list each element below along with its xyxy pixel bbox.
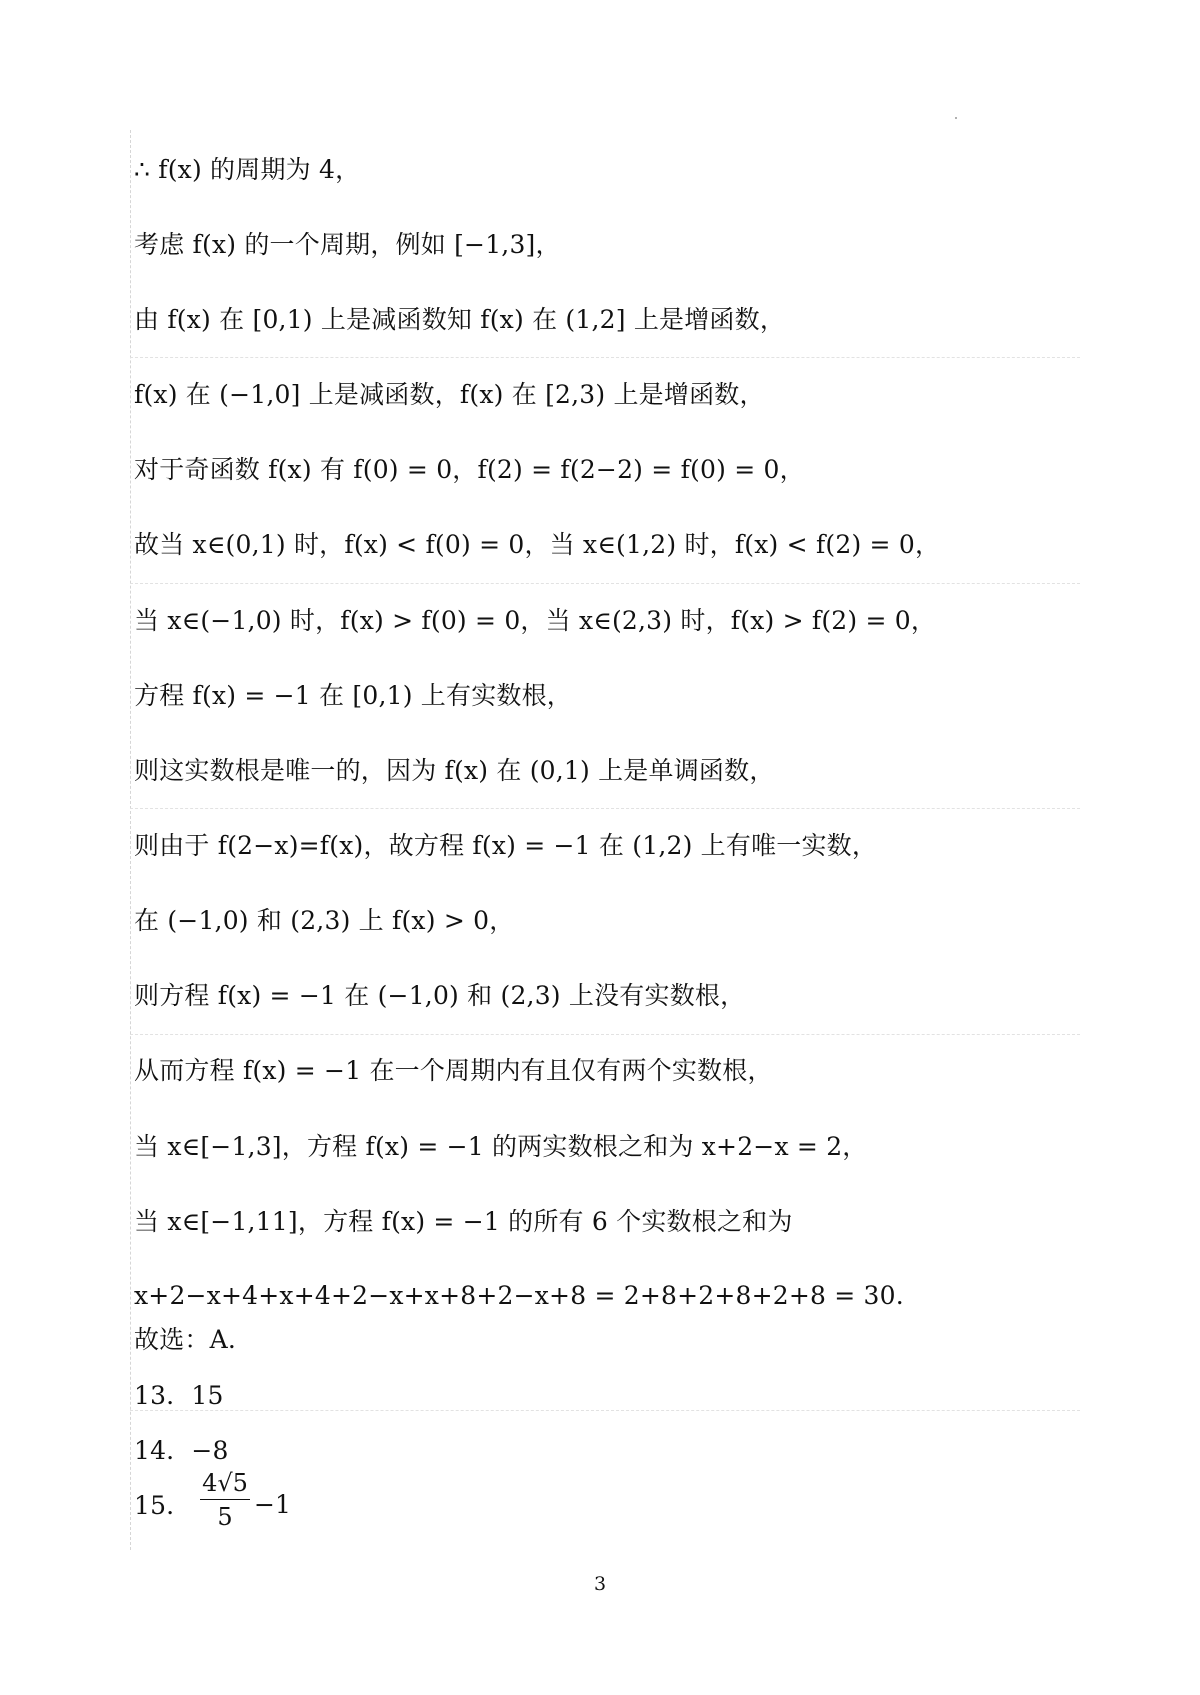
solution-line-15: 当 x∈[−1,11]，方程 f(x) = −1 的所有 6 个实数根之和为 <box>134 1207 793 1236</box>
solution-line-9: 则这实数根是唯一的，因为 f(x) 在 (0,1) 上是单调函数， <box>134 756 775 785</box>
dotted-separator <box>130 1410 1080 1411</box>
scan-speck <box>955 117 957 119</box>
answer-14: 14．−8 <box>134 1436 229 1465</box>
solution-line-5: 对于奇函数 f(x) 有 f(0) = 0，f(2) = f(2−2) = f(0) = 0， <box>134 455 805 484</box>
dotted-separator <box>130 808 1080 809</box>
solution-line-8: 方程 f(x) = −1 在 [0,1) 上有实数根， <box>134 681 573 710</box>
solution-line-1: ∴ f(x) 的周期为 4， <box>134 155 361 184</box>
solution-line-16: x+2−x+4+x+4+2−x+x+8+2−x+8 = 2+8+2+8+2+8 = 30. <box>134 1281 904 1310</box>
solution-line-12: 则方程 f(x) = −1 在 (−1,0) 和 (2,3) 上没有实数根， <box>134 981 746 1010</box>
fraction-bar <box>200 1499 250 1500</box>
solution-line-14: 当 x∈[−1,3]，方程 f(x) = −1 的两实数根之和为 x+2−x = 2， <box>134 1132 868 1161</box>
margin-guide <box>130 130 131 1550</box>
answer-15-label: 15． <box>134 1491 192 1520</box>
solution-line-7: 当 x∈(−1,0) 时，f(x) > f(0) = 0，当 x∈(2,3) 时，f(x) > f(2) = 0， <box>134 606 937 635</box>
page-number: 3 <box>593 1573 607 1595</box>
solution-line-13: 从而方程 f(x) = −1 在一个周期内有且仅有两个实数根， <box>134 1056 773 1085</box>
fraction-numerator: 4√5 <box>202 1469 248 1497</box>
answer-15-fraction <box>200 1468 250 1532</box>
dotted-separator <box>130 1034 1080 1035</box>
answer-15-suffix: −1 <box>254 1490 291 1519</box>
solution-line-4: f(x) 在 (−1,0] 上是减函数，f(x) 在 [2,3) 上是增函数， <box>134 380 765 409</box>
solution-line-10: 则由于 f(2−x)=f(x)，故方程 f(x) = −1 在 (1,2) 上有唯一实数， <box>134 831 878 860</box>
dotted-separator <box>130 583 1080 584</box>
solution-line-2: 考虑 f(x) 的一个周期，例如 [−1,3]， <box>134 230 561 259</box>
fraction-denominator: 5 <box>217 1503 233 1531</box>
dotted-separator <box>130 357 1080 358</box>
solution-line-6: 故当 x∈(0,1) 时，f(x) < f(0) = 0，当 x∈(1,2) 时，f(x) < f(2) = 0， <box>134 530 941 559</box>
answer-13: 13．15 <box>134 1381 224 1410</box>
solution-line-3: 由 f(x) 在 [0,1) 上是减函数知 f(x) 在 (1,2] 上是增函数， <box>134 305 786 334</box>
solution-line-11: 在 (−1,0) 和 (2,3) 上 f(x) > 0， <box>134 906 515 935</box>
final-choice: 故选：A. <box>134 1325 237 1354</box>
